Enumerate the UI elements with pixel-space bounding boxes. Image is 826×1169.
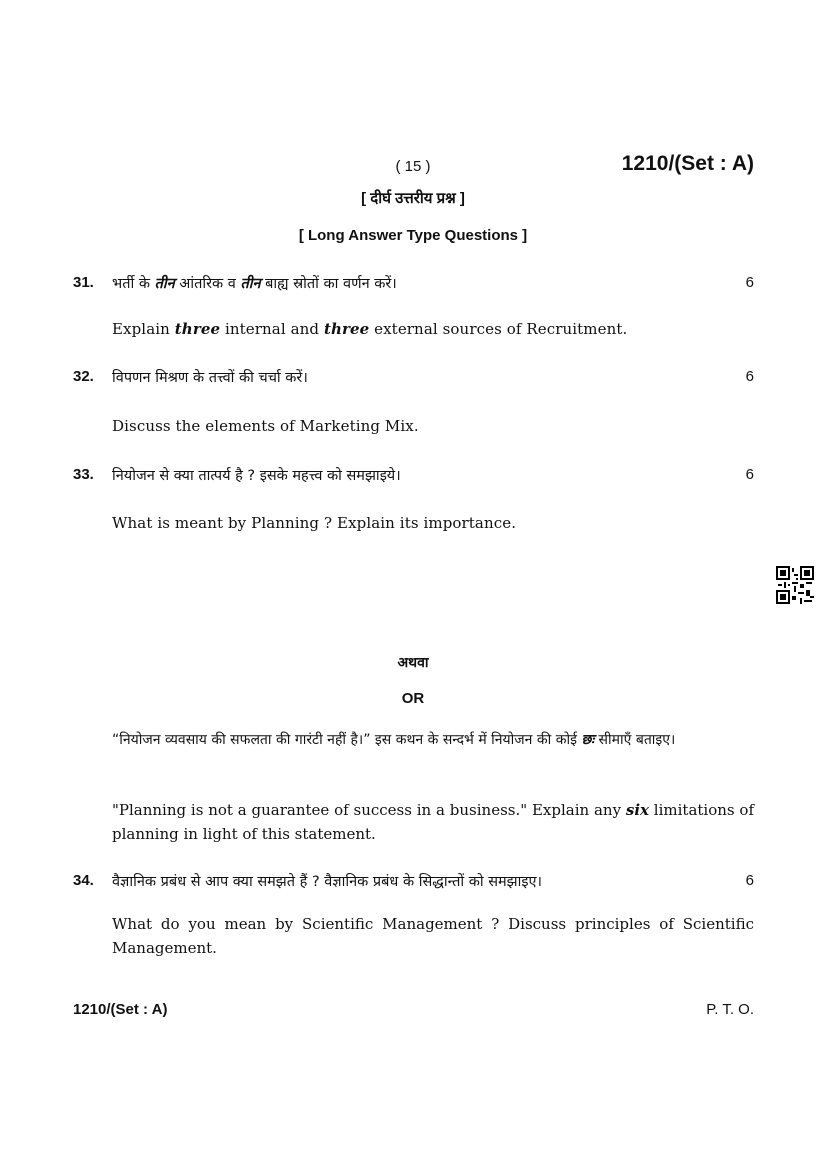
question-number-31: 31. <box>73 274 94 291</box>
section-title-english: [ Long Answer Type Questions ] <box>298 227 528 244</box>
question-32-marks: 6 <box>745 368 754 385</box>
pto-label: P. T. O. <box>706 1001 754 1018</box>
question-number-32: 32. <box>73 368 94 385</box>
paper-code-footer: 1210/(Set : A) <box>73 1001 168 1018</box>
question-34-hindi: वैज्ञानिक प्रबंध से आप क्या समझते हैं ? वैज्ञानिक प्रबंध के सिद्धान्तों को समझाइए। <box>112 874 543 890</box>
question-33-marks: 6 <box>745 466 754 483</box>
question-31-marks: 6 <box>745 274 754 291</box>
page-number: ( 15 ) <box>395 158 431 175</box>
question-33-english: What is meant by Planning ? Explain its importance. <box>112 514 517 532</box>
question-32-hindi: विपणन मिश्रण के तत्त्वों की चर्चा करें। <box>112 370 308 386</box>
question-number-33: 33. <box>73 466 94 483</box>
paper-code-header: 1210/(Set : A) <box>621 152 754 175</box>
question-34-marks: 6 <box>745 872 754 889</box>
question-33-alt-hindi: “नियोजन व्यवसाय की सफलता की गारंटी नहीं है।” इस कथन के सन्दर्भ में नियोजन की कोई छः सीमाएँ बताइए। <box>112 732 676 748</box>
question-32-english: Discuss the elements of Marketing Mix. <box>112 417 419 435</box>
question-number-34: 34. <box>73 872 94 889</box>
question-31-english: Explain three internal and three external sources of Recruitment. <box>112 320 628 338</box>
question-31-hindi: भर्ती के तीन आंतरिक व तीन बाह्य स्रोतों का वर्णन करें। <box>112 276 397 292</box>
question-33-hindi: नियोजन से क्या तात्पर्य है ? इसके महत्त्व को समझाइये। <box>112 468 401 484</box>
section-title-hindi: [ दीर्घ उत्तरीय प्रश्न ] <box>361 190 465 207</box>
question-33-alt-english: "Planning is not a guarantee of success in a business." Explain any six limitations of planning in light of this statement. <box>112 801 754 843</box>
or-label-english: OR <box>401 690 425 707</box>
qr-code-icon <box>776 566 814 604</box>
or-label-hindi: अथवा <box>397 654 429 670</box>
question-34-english: What do you mean by Scientific Management ? Discuss principles of Scientific Management. <box>112 915 754 957</box>
